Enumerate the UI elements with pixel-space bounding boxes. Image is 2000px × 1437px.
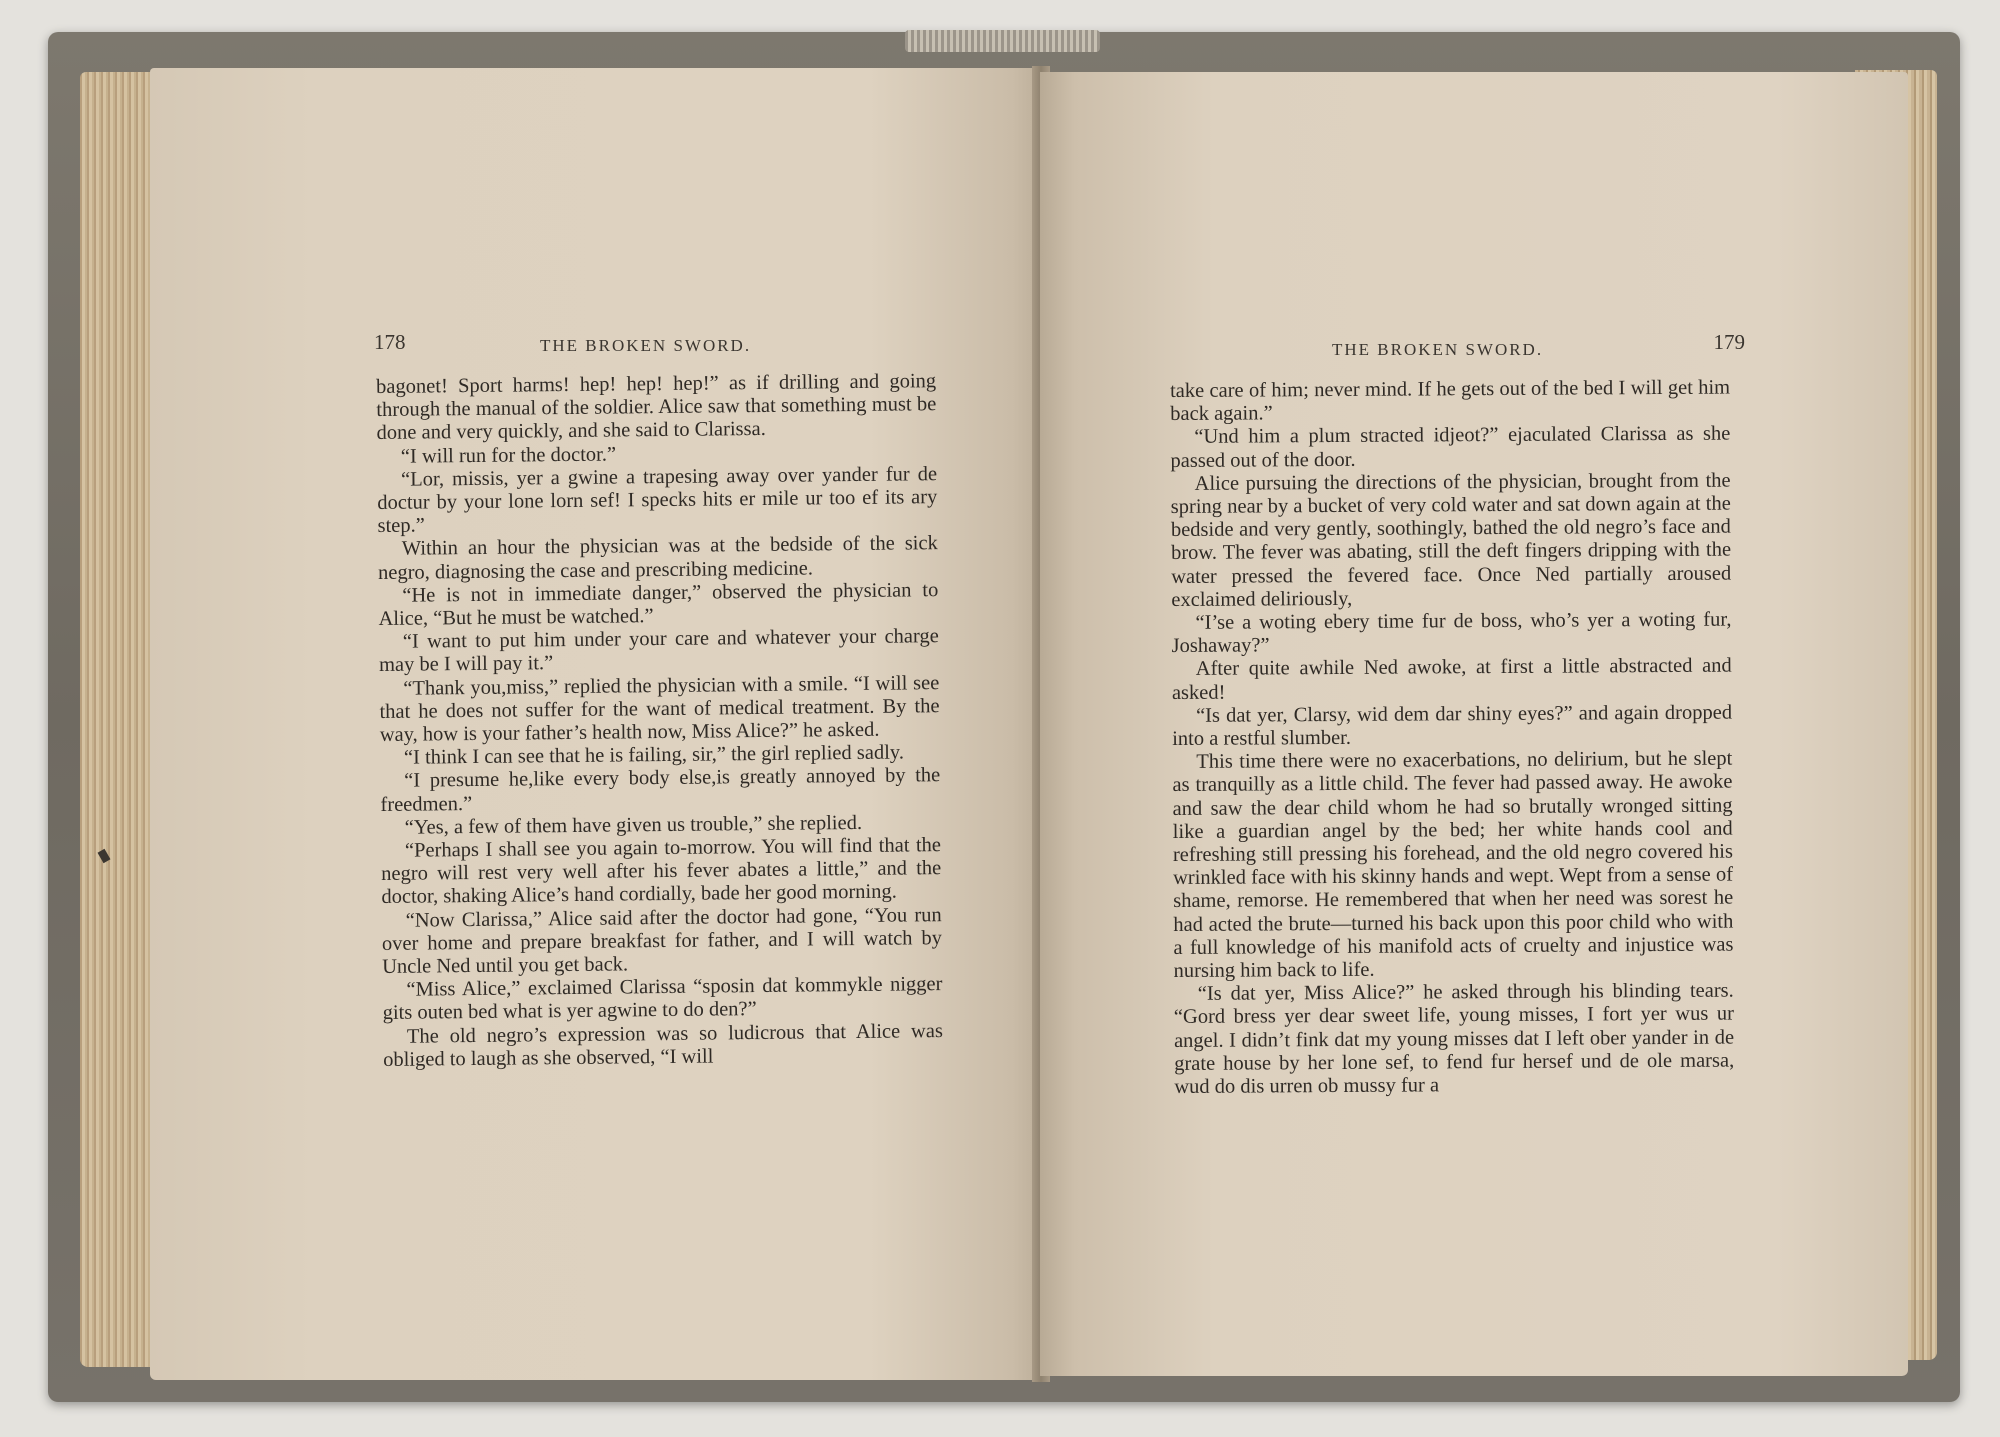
page-number: 178: [374, 330, 406, 354]
paragraph: Alice pursuing the directions of the physician, brought from the spring near by a bucket of very cold water and sat down again at the bedside and very gently, soothingly, bathed the old negro’s face and brow. The fever was abating, still the deft fingers dripping with the water pressed the fevered face. Once Ned partially aroused exclaimed deliriously,: [1170, 469, 1732, 611]
paragraph: “Yes, a few of them have given us trouble,” she replied.: [404, 811, 863, 839]
running-head: THE BROKEN SWORD.: [1332, 340, 1544, 359]
right-page-text: [1170, 377, 1734, 1100]
paragraph: Within an hour the physician was at the bedside of the sick negro, diagnosing the case and prescribing medicine.: [377, 532, 938, 584]
paragraph: “Thank you,miss,” replied the physician with a smile. “I will see that he does not suffer for the want of medical treatment. By the way, how is your father’s health now, Miss Alice?” he asked.: [379, 671, 940, 747]
paragraph: “Now Clarissa,” Alice said after the doctor had gone, “You run over home and prepare breakfast for father, and I will watch by Uncle Ned until you get back.: [381, 903, 943, 979]
paragraph: This time there were no exacerbations, no delirium, but he slept as tranquilly as a little child. The fever had passed away. He awoke and saw the dear child whom he had so brutally wronged sitting like a guardian angel by the bed; her white hands cool and refreshing still pressing his forehead, and the old negro covered his wrinkled face with his skinny hands and wept. Wept from a sense of shame, remorse. He remembered that when her need was sorest he had acted the brute—turned his back upon this poor child who with a full knowledge of his manifold acts of cruelty and injustice was nursing him back to life.: [1172, 747, 1734, 983]
page-number: 179: [1713, 330, 1745, 354]
left-page: [150, 68, 1048, 1380]
paragraph: “I presume he,like every body else,is greatly annoyed by the freedmen.”: [380, 764, 941, 816]
left-page-header: [150, 330, 1048, 364]
running-head: THE BROKEN SWORD.: [540, 336, 752, 355]
paragraph: “Is dat yer, Miss Alice?” he asked through his blinding tears. “Gord bress yer dear sweet life, young misses, I fort yer wus ur angel. I didn’t fink dat my young misses dat I left ober yander in de grate house by her lone sef, to fend fur hersef und de ole marsa, wud do dis urren ob mussy fur a: [1173, 979, 1735, 1099]
paragraph: “I’se a woting ebery time fur de boss, who’s yer a woting fur, Joshaway?”: [1171, 608, 1732, 658]
right-page-header: [1040, 330, 1908, 368]
paragraph: “Lor, missis, yer a gwine a trapesing away over yander fur de doctur by your lone lorn sef! I specks hits er mile ur too ef its ary step.”: [377, 462, 938, 538]
paragraph: “Is dat yer, Clarsy, wid dem dar shiny eyes?” and again dropped into a restful slumber.: [1172, 701, 1733, 751]
paragraph: “He is not in immediate danger,” observed the physician to Alice, “But he must be watched.”: [378, 578, 939, 631]
paragraph: The old negro’s expression was so ludicrous that Alice was obliged to laugh as she observed, “I will: [383, 1019, 944, 1071]
paragraph: After quite awhile Ned awoke, at first a little abstracted and asked!: [1171, 655, 1732, 704]
paragraph: “Perhaps I shall see you again to-morrow. You will find that the negro will rest very well after his fever abates a little,” and the doctor, shaking Alice’s hand cordially, bade her good morning.: [381, 834, 942, 909]
paragraph: “I think I can see that he is failing, sir,” the girl replied sadly.: [403, 741, 905, 769]
paragraph: take care of him; never mind. If he gets out of the bed I will get him back again.”: [1170, 376, 1731, 426]
paragraph: “Miss Alice,” exclaimed Clarissa “sposin dat kommykle nigger gits outen bed what is yer agwine to do den?”: [382, 973, 943, 1025]
paragraph: “I want to put him under your care and whatever your charge may be I will pay it.”: [378, 625, 939, 677]
paragraph: “I will run for the doctor.”: [400, 443, 617, 468]
paragraph: bagonet! Sport harms! hep! hep! hep!” as if drilling and going through the manual of the soldier. Alice saw that something must be done and very quickly, and she said to Clarissa.: [376, 370, 937, 445]
left-page-text: [376, 370, 943, 1072]
paragraph: “Und him a plum stracted idjeot?” ejaculated Clarissa as she passed out of the door.: [1170, 422, 1731, 472]
right-page: [1040, 72, 1908, 1376]
book-spine: [905, 30, 1100, 52]
